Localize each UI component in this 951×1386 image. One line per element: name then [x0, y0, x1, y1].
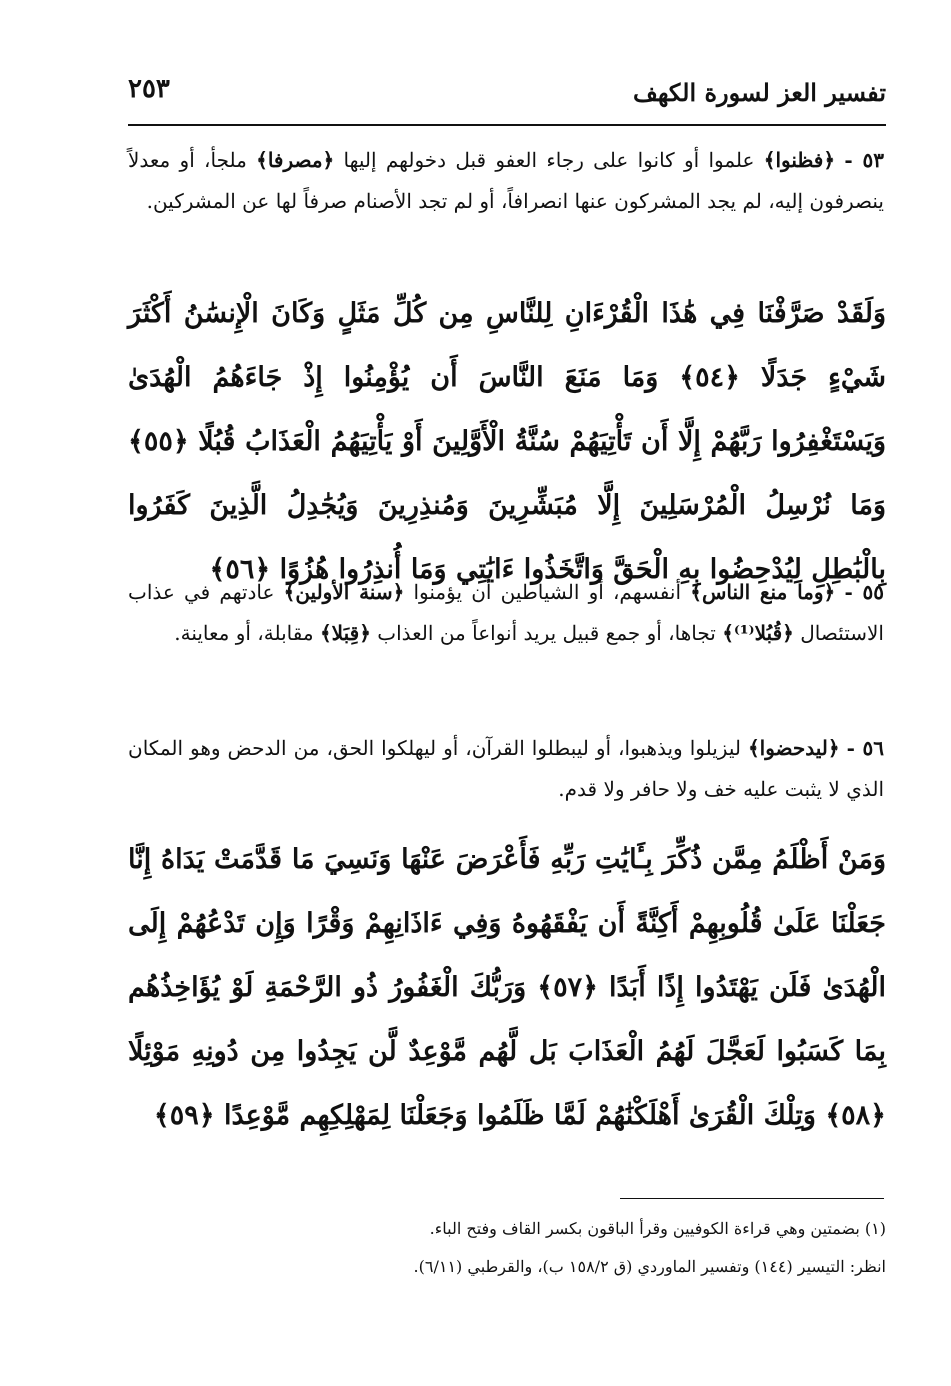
- footnote-reference: انظر: التيسير (١٤٤) وتفسير الماوردي (ق ١٥٨/٢ ب)، والقرطبي (٦/١١).: [413, 1257, 886, 1276]
- commentary-text: أنفسهم، أو الشياطين أن يؤمنوا: [404, 580, 691, 604]
- commentary-text: تجاها، أو جمع قبيل يريد أنواعاً من العذاب: [370, 621, 723, 645]
- keyword: ﴿وما منع الناس﴾: [690, 580, 836, 604]
- keyword: ﴿ليدحضوا﴾: [747, 736, 840, 760]
- page-header: [128, 70, 886, 122]
- verse-number: ٥٣ -: [844, 148, 885, 172]
- commentary-text: مقابلة، أو معاينة.: [174, 621, 320, 645]
- header-rule: [128, 124, 886, 126]
- verse-number: ٥٥ -: [844, 580, 885, 604]
- commentary-paragraph-55: [128, 572, 884, 654]
- keyword: ﴿قِبَلا﴾: [319, 621, 371, 645]
- commentary-text: علموا أو كانوا على رجاء العفو قبل دخولهم إليها: [334, 148, 764, 172]
- keyword: ﴿سنة الأولين﴾: [283, 580, 405, 604]
- commentary-text: ليزيلوا ويذهبوا، أو ليبطلوا القرآن، أو ليهلكوا الحق، من الدحض وهو المكان الذي لا يثبت عليه خف ولا حافر ولا قدم.: [128, 736, 884, 801]
- keyword: ﴿فظنوا﴾: [763, 148, 836, 172]
- footnote-1: (١) بضمتين وهي قراءة الكوفيين وقرأ الباقون بكسر القاف وفتح الباء.: [429, 1219, 886, 1238]
- commentary-text: ملجأ، أو معدلاً ينصرفون إليه، لم يجد المشركون عنها انصرافاً، أو لم تجد الأصنام صرفاً لها عن المشركين.: [128, 148, 884, 213]
- footnote-rule: [620, 1198, 884, 1199]
- commentary-paragraph-56: [128, 728, 884, 810]
- quran-verses-57-59: وَمَنْ أَظْلَمُ مِمَّن ذُكِّرَ بِـَٔايَٰتِ رَبِّهِ فَأَعْرَضَ عَنْهَا وَنَسِيَ مَا قَدَّمَتْ يَدَاهُ إِنَّا جَعَلْنَا عَلَىٰ قُلُوبِهِمْ أَكِنَّةً أَن يَفْقَهُوهُ وَفِي ءَاذَانِهِمْ وَقْرًا وَإِن تَدْعُهُمْ إِلَى الْهُدَىٰ فَلَن يَهْتَدُوا إِذًا أَبَدًا ﴿٥٧﴾ وَرَبُّكَ الْغَفُورُ ذُو الرَّحْمَةِ لَوْ يُؤَاخِذُهُم بِمَا كَسَبُوا لَعَجَّلَ لَهُمُ الْعَذَابَ بَل لَّهُم مَّوْعِدٌ لَّن يَجِدُوا مِن دُونِهِ مَوْئِلًا ﴿٥٨﴾ وَتِلْكَ الْقُرَىٰ أَهْلَكْنَٰهُمْ لَمَّا ظَلَمُوا وَجَعَلْنَا لِمَهْلِكِهِم مَّوْعِدًا ﴿٥٩﴾: [128, 844, 886, 1131]
- commentary-paragraph-53: [128, 140, 884, 222]
- page-number: ٢٥٣: [128, 74, 170, 104]
- running-title: تفسير العز لسورة الكهف: [632, 78, 886, 107]
- verse-number: ٥٦ -: [846, 736, 884, 760]
- keyword: ﴿قُبُلا⁽¹⁾﴾: [722, 621, 794, 645]
- quran-verses-54-56: وَلَقَدْ صَرَّفْنَا فِي هَٰذَا الْقُرْءَانِ لِلنَّاسِ مِن كُلِّ مَثَلٍ وَكَانَ الْإِنسَٰنُ أَكْثَرَ شَيْءٍ جَدَلًا ﴿٥٤﴾ وَمَا مَنَعَ النَّاسَ أَن يُؤْمِنُوا إِذْ جَاءَهُمُ الْهُدَىٰ وَيَسْتَغْفِرُوا رَبَّهُمْ إِلَّا أَن تَأْتِيَهُمْ سُنَّةُ الْأَوَّلِينَ أَوْ يَأْتِيَهُمُ الْعَذَابُ قُبُلًا ﴿٥٥﴾ وَمَا نُرْسِلُ الْمُرْسَلِينَ إِلَّا مُبَشِّرِينَ وَمُنذِرِينَ وَيُجَٰدِلُ الَّذِينَ كَفَرُوا بِالْبَٰطِلِ لِيُدْحِضُوا بِهِ الْحَقَّ وَاتَّخَذُوا ءَايَٰتِي وَمَا أُنذِرُوا هُزُوًا ﴿٥٦﴾: [128, 298, 886, 585]
- commentary-text: عادتهم في عذاب الاستئصال: [128, 580, 884, 645]
- keyword: ﴿مصرفا﴾: [256, 148, 335, 172]
